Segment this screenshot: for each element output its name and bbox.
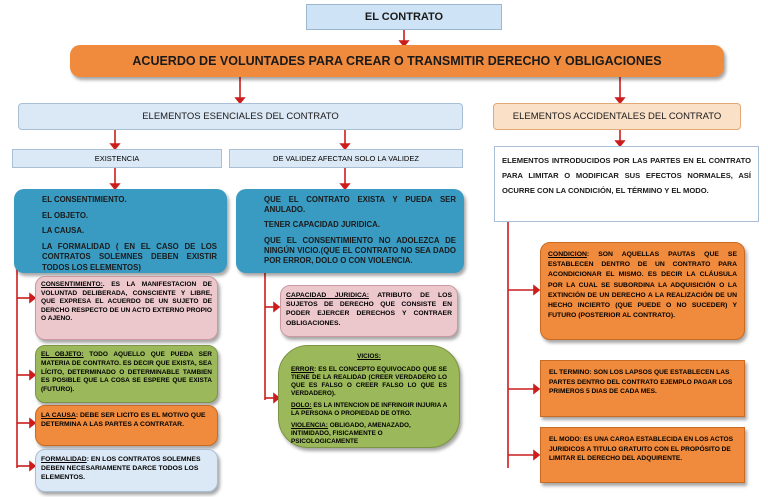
existencia-item: EL OBJETO. [42, 210, 89, 220]
modo-box [540, 427, 745, 483]
validez-header [229, 149, 463, 168]
modo-text: EL MODO: ES UNA CARGA ESTABLECIDA EN LOS ACTOS JURIDICOS A TITULO GRATUITO CON EL PROPÓSITO DE LIMITAR EL DERECHO DEL ADQUIRENTE. [549, 436, 734, 463]
termino-box [540, 360, 745, 417]
condicion-box [540, 242, 745, 340]
vicios-box [278, 345, 460, 448]
title-text: EL CONTRATO [364, 11, 444, 23]
objeto-box [35, 345, 218, 403]
existencia-header-text: EXISTENCIA [94, 154, 140, 163]
validez-items-box [236, 189, 464, 273]
consentimiento-box [35, 276, 218, 340]
formalidad-text: : EN LOS CONTRATOS SOLEMNES DEBEN NECESARIAMENTE DARCE TODOS LOS ELEMENTOS. [41, 456, 201, 481]
vicios-dolo [291, 402, 447, 418]
vicios-title: VICIOS: [357, 353, 381, 360]
causa-box [35, 405, 218, 446]
title-box [306, 4, 502, 30]
violencia-label: VIOLENCIA: [291, 422, 328, 429]
existencia-header [12, 149, 222, 168]
accidentales-intro-box [494, 146, 759, 222]
accidentales-header [493, 103, 741, 130]
validez-item: TENER CAPACIDAD JURIDICA. [264, 220, 380, 230]
objeto-text: TODO AQUELLO QUE PUEDA SER MATERIA DE CONTRATO. ES DECIR QUE EXISTA, SEA LÍCITO, DETERMINADO O DETERMINABLE TAMBIEN ES POSIBLE QUE LA COSA SE ESPERE QUE EXISTA (FUTURO). [41, 351, 212, 394]
validez-item: QUE EL CONTRATO EXISTA Y PUEDA SER ANULADO. [264, 195, 456, 215]
formalidad-box [35, 449, 218, 492]
existencia-item: EL CONSENTIMIENTO. [42, 195, 127, 204]
accidentales-header-text: ELEMENTOS ACCIDENTALES DEL CONTRATO [512, 111, 722, 122]
existencia-item: LA FORMALIDAD ( EN EL CASO DE LOS CONTRATOS SOLEMNES DEBEN EXISTIR TODOS LOS ELEMENTOS) [42, 241, 217, 272]
existencia-items-box [14, 189, 227, 273]
main-definition-text: ACUERDO DE VOLUNTADES PARA CREAR O TRANSMITIR DERECHO Y OBLIGACIONES [132, 54, 662, 68]
error-label: ERROR [291, 366, 315, 373]
condicion-label: CONDICION [548, 251, 587, 258]
esenciales-header [18, 103, 463, 130]
esenciales-header-text: ELEMENTOS ESENCIALES DEL CONTRATO [142, 111, 339, 122]
existencia-item: LA CAUSA. [42, 226, 85, 235]
accidentales-intro-text: ELEMENTOS INTRODUCIDOS POR LAS PARTES EN EL CONTRATO PARA LIMITAR O MODIFICAR SUS EFECTOS NORMALES, ASÍ OCURRE CON LA CONDICIÓN, EL TÉRMINO Y EL MODO. [502, 156, 751, 195]
vicios-error [291, 366, 447, 398]
capacidad-box [280, 285, 458, 337]
dolo-text: ES LA INTENCION DE INFRINGIR INJURIA A LA PERSONA O PROPIEDAD DE OTRO. [291, 402, 447, 417]
causa-label: LA CAUSA [41, 412, 76, 419]
validez-item: QUE EL CONSENTIMIENTO NO ADOLEZCA DE NINGÚN VICIO.(QUE EL CONTRATO NO SEA DADO POR ERROR, DOLO O CON VIOLENCIA. [264, 235, 456, 266]
error-text: : ES EL CONCEPTO EQUIVOCADO QUE SE TIENE DE LA REALIDAD (CREER VERDADERO LO QUE ES FALSO O CREER FALSO LO QUE ES VERDADERO). [291, 366, 447, 397]
vicios-violencia [291, 422, 447, 446]
consentimiento-label: CONSENTIMIENTO: [41, 281, 103, 288]
violencia-text: OBLIGADO, AMENAZADO, INTIMIDADO, FISICAMENTE O PSICOLOGICAMENTE [291, 422, 411, 445]
validez-header-text: DE VALIDEZ AFECTAN SOLO LA VALIDEZ [273, 154, 419, 163]
dolo-label: DOLO: [291, 402, 312, 409]
termino-text: EL TERMINO: SON LOS LAPSOS QUE ESTABLECEN LAS PARTES DENTRO DEL CONTRATO EJEMPLO PAGAR LOS PRIMEROS 5 DIAS DE CADA MES. [549, 369, 733, 396]
main-definition-box [70, 45, 724, 77]
objeto-label: EL OBJETO: [41, 351, 84, 358]
capacidad-label: CAPACIDAD JURIDICA: [286, 292, 370, 299]
condicion-text: : SON AQUELLAS PAUTAS QUE SE ESTABLECEN DENTRO DE UN CONTRATO PARA ACONDICIONAR EL MISMO. ES DECIR LA CLÁUSULA POR LA CUAL SE SUBORDINA LA ADQUISICIÓN O LA EXTINCIÓN DE UN DERECHO A LA REALIZACIÓN DE UN HECHO INCIERTO (QUE PUEDE O NO SUCEDER) Y FUTURO (POSTERIOR AL CONTRATO). [548, 251, 737, 320]
causa-text: : DEBE SER LICITO ES EL MOTIVO QUE DETERMINA A LAS PARTES A CONTRATAR. [41, 412, 206, 428]
capacidad-text: ATRIBUTO DE LOS SUJETOS DE DERECHO QUE CONSISTE EN PODER EJERCER DERECHOS Y CONTRAER OBLIGACIONES. [286, 292, 453, 327]
consentimiento-text: . ES LA MANIFESTACION DE VOLUNTAD DELIBERADA, CONSCIENTE Y LIBRE, QUE EXPRESA EL ACUERDO DE UN SUJETO DE DERCHO RESPECTO DE UN ACTO EXTERNO PROPIO O AJENO. [41, 281, 212, 323]
formalidad-label: FORMALIDAD [41, 456, 87, 463]
